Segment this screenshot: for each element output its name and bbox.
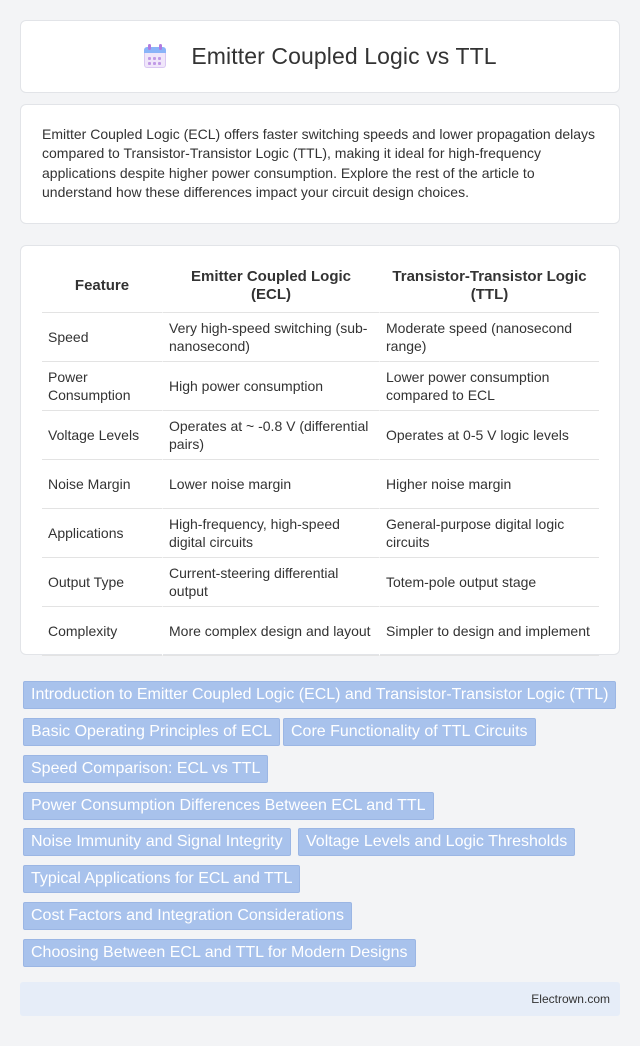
table-cell: Output Type	[42, 558, 162, 607]
table-cell: Totem-pole output stage	[379, 558, 599, 607]
table-cell: General-purpose digital logic circuits	[379, 509, 599, 558]
table-row	[42, 607, 599, 656]
table-cell: Current-steering differential output	[162, 558, 379, 607]
topic-link[interactable]: Core Functionality of TTL Circuits	[283, 718, 536, 746]
table-cell: Complexity	[42, 607, 162, 656]
comparison-table	[42, 260, 599, 656]
table-header-cell: Transistor-Transistor Logic (TTL)	[379, 260, 599, 313]
table-cell: Higher noise margin	[379, 460, 599, 509]
topic-link[interactable]: Cost Factors and Integration Considerations	[23, 902, 352, 930]
intro-text: Emitter Coupled Logic (ECL) offers faster switching speeds and lower propagation delays compared to Transistor-Transistor Logic (TTL), making it ideal for high-frequency applications despite higher power consumption. Explore the rest of the article to understand how these differences impact your circuit design choices.	[42, 126, 596, 200]
topic-link[interactable]: Speed Comparison: ECL vs TTL	[23, 755, 268, 783]
page-title: Emitter Coupled Logic vs TTL	[191, 43, 497, 69]
table-cell: Lower power consumption compared to ECL	[379, 362, 599, 411]
table-cell: Applications	[42, 509, 162, 558]
table-cell: Speed	[42, 313, 162, 362]
topic-link[interactable]: Choosing Between ECL and TTL for Modern Designs	[23, 939, 416, 967]
table-cell: Noise Margin	[42, 460, 162, 509]
topic-link[interactable]: Power Consumption Differences Between ECL and TTL	[23, 792, 434, 820]
calendar-icon	[143, 44, 167, 70]
table-row	[42, 460, 599, 509]
footer-site[interactable]: Electrown.com	[531, 992, 610, 1006]
comparison-table-card	[20, 245, 620, 655]
table-cell: High-frequency, high-speed digital circuits	[162, 509, 379, 558]
table-row	[42, 411, 599, 460]
table-cell: Voltage Levels	[42, 411, 162, 460]
table-cell: Operates at 0-5 V logic levels	[379, 411, 599, 460]
table-row	[42, 313, 599, 362]
table-cell: High power consumption	[162, 362, 379, 411]
table-cell: Very high-speed switching (sub-nanosecond)	[162, 313, 379, 362]
table-header-cell: Emitter Coupled Logic (ECL)	[162, 260, 379, 313]
footer	[20, 982, 620, 1016]
title-card	[20, 20, 620, 93]
table-header-cell: Feature	[42, 260, 162, 313]
table-header-row	[42, 260, 599, 313]
table-cell: Power Consumption	[42, 362, 162, 411]
topic-link[interactable]: Voltage Levels and Logic Thresholds	[298, 828, 575, 856]
topic-link[interactable]: Typical Applications for ECL and TTL	[23, 865, 300, 893]
table-cell: Simpler to design and implement	[379, 607, 599, 656]
table-row	[42, 558, 599, 607]
table-cell: Lower noise margin	[162, 460, 379, 509]
intro-card	[20, 104, 620, 224]
table-cell: Moderate speed (nanosecond range)	[379, 313, 599, 362]
topic-link[interactable]: Introduction to Emitter Coupled Logic (ECL) and Transistor-Transistor Logic (TTL)	[23, 681, 616, 709]
table-row	[42, 362, 599, 411]
table-cell: More complex design and layout	[162, 607, 379, 656]
topic-link[interactable]: Basic Operating Principles of ECL	[23, 718, 280, 746]
topic-link[interactable]: Noise Immunity and Signal Integrity	[23, 828, 291, 856]
table-cell: Operates at ~ -0.8 V (differential pairs)	[162, 411, 379, 460]
table-row	[42, 509, 599, 558]
